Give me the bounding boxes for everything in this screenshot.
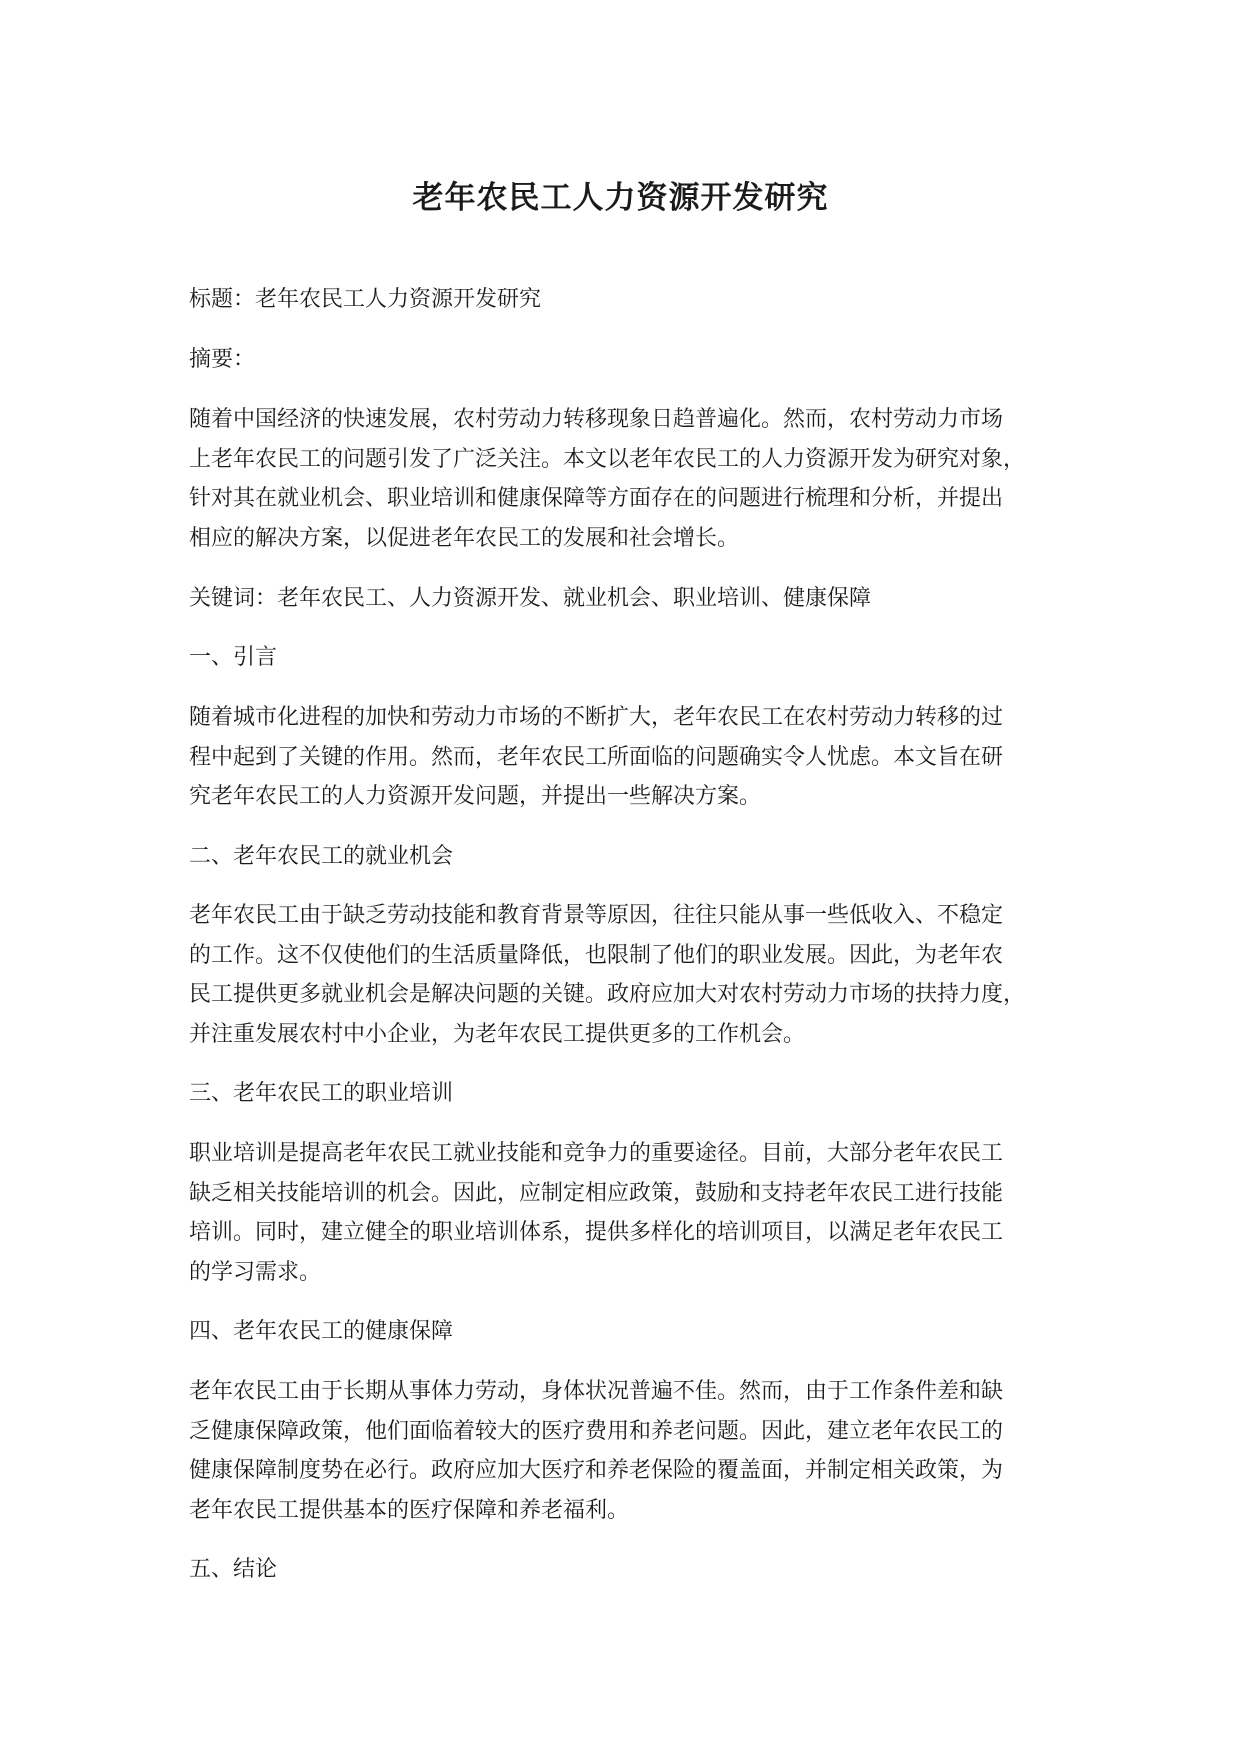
document-title: 老年农民工人力资源开发研究 (412, 180, 829, 216)
section-text-line: 的学习需求。 (189, 1260, 322, 1285)
section-heading-employment: 二、老年农民工的就业机会 (189, 844, 454, 869)
keywords-line: 关键词：老年农民工、人力资源开发、就业机会、职业培训、健康保障 (189, 586, 872, 611)
section-text-line: 究老年农民工的人力资源开发问题，并提出一些解决方案。 (189, 784, 762, 809)
abstract-line: 随着中国经济的快速发展，农村劳动力转移现象日趋普遍化。然而，农村劳动力市场 (189, 407, 1004, 432)
section-text-line: 并注重发展农村中小企业，为老年农民工提供更多的工作机会。 (189, 1022, 806, 1047)
section-text-line: 培训。同时，建立健全的职业培训体系，提供多样化的培训项目，以满足老年农民工 (189, 1220, 1004, 1245)
section-heading-conclusion: 五、结论 (189, 1557, 278, 1582)
section-text-line: 民工提供更多就业机会是解决问题的关键。政府应加大对农村劳动力市场的扶持力度， (189, 982, 1026, 1007)
section-heading-introduction: 一、引言 (189, 645, 278, 670)
abstract-line: 相应的解决方案，以促进老年农民工的发展和社会增长。 (189, 526, 740, 551)
abstract-line: 上老年农民工的问题引发了广泛关注。本文以老年农民工的人力资源开发为研究对象， (189, 447, 1026, 472)
section-text-line: 程中起到了关键的作用。然而，老年农民工所面临的问题确实令人忧虑。本文旨在研 (189, 745, 1004, 770)
section-text-line: 随着城市化进程的加快和劳动力市场的不断扩大，老年农民工在农村劳动力转移的过 (189, 705, 1004, 730)
section-text-line: 老年农民工提供基本的医疗保障和养老福利。 (189, 1498, 630, 1523)
section-text-line: 老年农民工由于缺乏劳动技能和教育背景等原因，往往只能从事一些低收入、不稳定 (189, 903, 1004, 928)
abstract-label: 摘要： (189, 347, 256, 372)
section-heading-health: 四、老年农民工的健康保障 (189, 1319, 454, 1344)
section-text-line: 缺乏相关技能培训的机会。因此，应制定相应政策，鼓励和支持老年农民工进行技能 (189, 1181, 1004, 1206)
section-text-line: 的工作。这不仅使他们的生活质量降低，也限制了他们的职业发展。因此，为老年农 (189, 943, 1004, 968)
title-label: 标题：老年农民工人力资源开发研究 (189, 287, 542, 312)
abstract-line: 针对其在就业机会、职业培训和健康保障等方面存在的问题进行梳理和分析，并提出 (189, 486, 1004, 511)
section-text-line: 健康保障制度势在必行。政府应加大医疗和养老保险的覆盖面，并制定相关政策，为 (189, 1458, 1004, 1483)
section-text-line: 职业培训是提高老年农民工就业技能和竞争力的重要途径。目前，大部分老年农民工 (189, 1141, 1004, 1166)
section-text-line: 老年农民工由于长期从事体力劳动，身体状况普遍不佳。然而，由于工作条件差和缺 (189, 1379, 1004, 1404)
section-heading-training: 三、老年农民工的职业培训 (189, 1081, 454, 1106)
section-text-line: 乏健康保障政策，他们面临着较大的医疗费用和养老问题。因此，建立老年农民工的 (189, 1419, 1004, 1444)
